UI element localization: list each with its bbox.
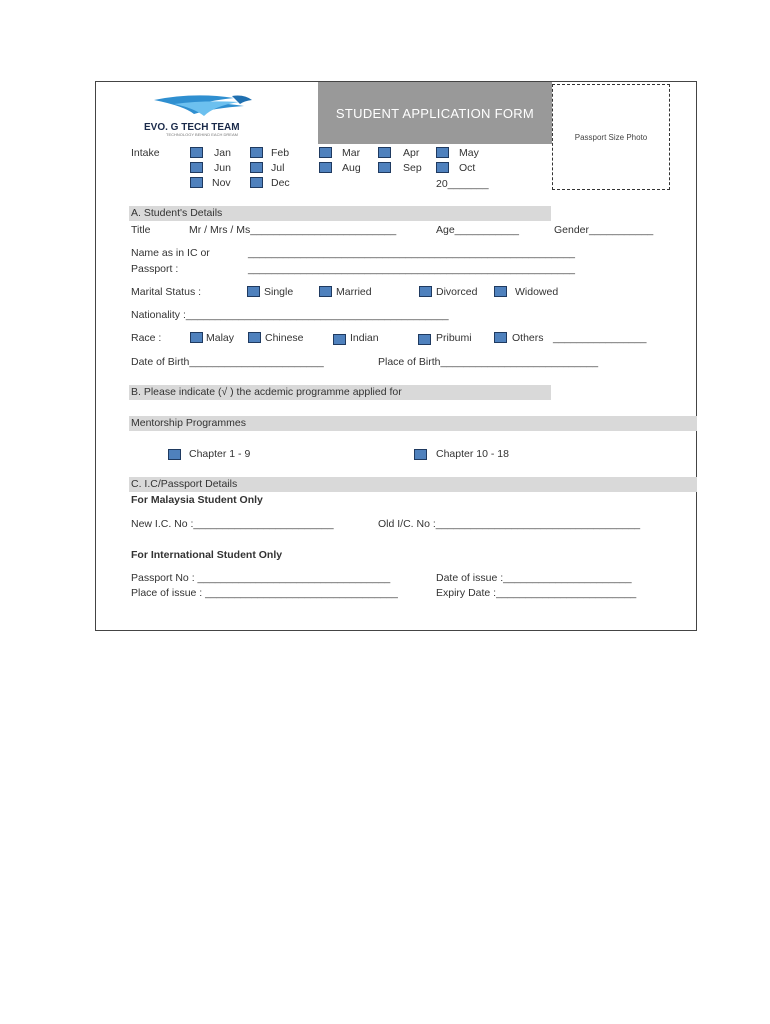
- race-malay-label: Malay: [206, 332, 235, 344]
- race-others-label: Others: [512, 332, 544, 344]
- name-label-line2: Passport :: [131, 263, 179, 275]
- race-indian-label: Indian: [350, 332, 379, 344]
- intake-apr-label: Apr: [403, 147, 420, 159]
- marital-widowed-label: Widowed: [515, 286, 559, 298]
- intake-jul-checkbox[interactable]: [250, 162, 263, 173]
- intake-aug-checkbox[interactable]: [319, 162, 332, 173]
- expiry-date-field[interactable]: Expiry Date :________________________: [436, 587, 637, 599]
- date-of-birth-field[interactable]: Date of Birth_______________________: [131, 356, 324, 368]
- old-ic-field[interactable]: Old I/C. No :___________________________________: [378, 518, 641, 530]
- marital-divorced-label: Divorced: [436, 286, 478, 298]
- intake-jul-label: Jul: [271, 162, 285, 174]
- intake-dec-label: Dec: [271, 177, 290, 189]
- logo-tagline: TECHNOLOGY BEHIND EACH DREAM: [166, 132, 238, 137]
- intake-dec-checkbox[interactable]: [250, 177, 263, 188]
- intake-jun-checkbox[interactable]: [190, 162, 203, 173]
- gender-field[interactable]: Gender___________: [554, 224, 654, 236]
- date-of-issue-field[interactable]: Date of issue :______________________: [436, 572, 632, 584]
- age-field[interactable]: Age___________: [436, 224, 519, 236]
- name-label-line1: Name as in IC or: [131, 247, 210, 259]
- marital-status-label: Marital Status :: [131, 286, 202, 298]
- photo-label: Passport Size Photo: [574, 133, 648, 142]
- intake-label: Intake: [131, 147, 160, 159]
- marital-married-checkbox[interactable]: [319, 286, 332, 297]
- race-indian-checkbox[interactable]: [333, 334, 346, 345]
- intake-aug-label: Aug: [342, 162, 361, 174]
- chapter-10-18-label: Chapter 10 - 18: [436, 448, 509, 460]
- title-label: Title: [131, 224, 151, 236]
- intake-may-checkbox[interactable]: [436, 147, 449, 158]
- intake-oct-label: Oct: [459, 162, 476, 174]
- marital-widowed-checkbox[interactable]: [494, 286, 507, 297]
- intake-may-label: May: [459, 147, 479, 159]
- intake-oct-checkbox[interactable]: [436, 162, 449, 173]
- eagle-wing-icon: [144, 92, 274, 122]
- race-chinese-checkbox[interactable]: [248, 332, 261, 343]
- title-field[interactable]: Mr / Mrs / Ms_________________________: [189, 224, 397, 236]
- intake-apr-checkbox[interactable]: [378, 147, 391, 158]
- marital-single-checkbox[interactable]: [247, 286, 260, 297]
- race-pribumi-checkbox[interactable]: [418, 334, 431, 345]
- intake-nov-label: Nov: [212, 177, 231, 189]
- marital-divorced-checkbox[interactable]: [419, 286, 432, 297]
- section-programme: B. Please indicate (√ ) the acdemic programme applied for: [129, 385, 551, 400]
- intake-sep-label: Sep: [403, 162, 422, 174]
- race-malay-checkbox[interactable]: [190, 332, 203, 343]
- race-label: Race :: [131, 332, 162, 344]
- name-field-line1[interactable]: ________________________________________________________: [248, 247, 576, 259]
- chapter-1-9-checkbox[interactable]: [168, 449, 181, 460]
- malaysia-student-heading: For Malaysia Student Only: [131, 494, 263, 506]
- intake-jan-label: Jan: [214, 147, 231, 159]
- intake-jan-checkbox[interactable]: [190, 147, 203, 158]
- intake-mar-checkbox[interactable]: [319, 147, 332, 158]
- section-students-details: A. Student's Details: [129, 206, 551, 221]
- evo-g-tech-logo: [144, 92, 274, 138]
- intake-year-field[interactable]: 20_______: [436, 178, 489, 190]
- marital-single-label: Single: [264, 286, 294, 298]
- place-of-birth-field[interactable]: Place of Birth___________________________: [378, 356, 599, 368]
- intake-feb-label: Feb: [271, 147, 290, 159]
- name-field-line2[interactable]: ________________________________________________________: [248, 263, 576, 275]
- passport-photo-box: [552, 84, 670, 190]
- intake-sep-checkbox[interactable]: [378, 162, 391, 173]
- international-student-heading: For International Student Only: [131, 549, 283, 561]
- chapter-1-9-label: Chapter 1 - 9: [189, 448, 251, 460]
- nationality-field[interactable]: Nationality :_____________________________________________: [131, 309, 449, 321]
- race-chinese-label: Chinese: [265, 332, 304, 344]
- application-form: [95, 81, 697, 631]
- form-title: STUDENT APPLICATION FORM: [318, 82, 552, 144]
- intake-jun-label: Jun: [214, 162, 231, 174]
- place-of-issue-field[interactable]: Place of issue : _________________________________: [131, 587, 398, 599]
- intake-feb-checkbox[interactable]: [250, 147, 263, 158]
- new-ic-field[interactable]: New I.C. No :________________________: [131, 518, 334, 530]
- marital-married-label: Married: [336, 286, 372, 298]
- race-others-checkbox[interactable]: [494, 332, 507, 343]
- logo-text: EVO. G TECH TEAM: [144, 122, 240, 133]
- intake-nov-checkbox[interactable]: [190, 177, 203, 188]
- section-ic-passport: C. I.C/Passport Details: [129, 477, 697, 492]
- chapter-10-18-checkbox[interactable]: [414, 449, 427, 460]
- race-others-field[interactable]: ________________: [553, 332, 647, 344]
- passport-no-field[interactable]: Passport No : _________________________________: [131, 572, 391, 584]
- intake-mar-label: Mar: [342, 147, 361, 159]
- section-mentorship: Mentorship Programmes: [129, 416, 697, 431]
- race-pribumi-label: Pribumi: [436, 332, 472, 344]
